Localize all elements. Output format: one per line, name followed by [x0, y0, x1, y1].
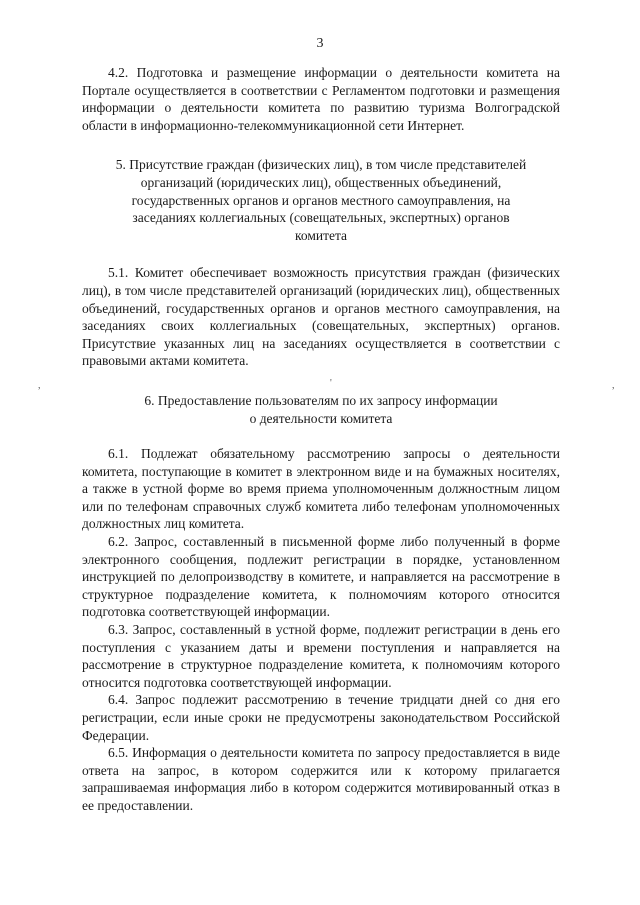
paragraph-6-4: 6.4. Запрос подлежит рассмотрению в течение тридцати дней со дня его регистрации, если иные сроки не предусмотрены законодательством Российской Федерации. — [82, 692, 560, 743]
paragraph-6-2: 6.2. Запрос, составленный в письменной форме либо полученный в форме электронного сообщения, подлежит регистрации в порядке, установленном инструкцией по делопроизводству в комитете, и направляется на рассмотрение в структурное подразделение комитета, к полномочиям которого относится подготовка соответствующей информации. — [82, 534, 560, 620]
scan-mark-left: , — [38, 380, 41, 391]
paragraph-5-1: 5.1. Комитет обеспечивает возможность присутствия граждан (физических лиц), в том числе представителей организаций (юридических лиц), общественных объединений, государственных органов и органов местного самоуправления, на заседаниях своих коллегиальных (совещательных, экспертных) органов. Присутствие указанных лиц на заседаниях осуществляется в соответствии с правовыми актами комитета. — [82, 265, 560, 369]
paragraph-6-3: 6.3. Запрос, составленный в устной форме, подлежит регистрации в день его поступления с указанием даты и времени поступления и направляется на рассмотрение в структурное подразделение комитета, к полномочиям которого относится подготовка соответствующей информации. — [82, 622, 560, 690]
scan-mark-center: ' — [330, 378, 332, 389]
paragraph-6-1: 6.1. Подлежат обязательному рассмотрению запросы о деятельности комитета, поступающие в комитет в электронном виде и на бумажных носителях, а также в устной форме во время приема уполномоченным должностным лицом или по телефонам справочных служб комитета либо телефонам уполномоченных должностных лиц комитета. — [82, 446, 560, 532]
paragraph-4-2: 4.2. Подготовка и размещение информации о деятельности комитета на Портале осуществляется в соответствии с Регламентом подготовки и размещения информации о деятельности комитета по развитию туризма Волгоградской области в информационно-телекоммуникационной сети Интернет. — [82, 65, 560, 133]
paragraph-6-5: 6.5. Информация о деятельности комитета по запросу предоставляется в виде ответа на запрос, в котором содержится или к которому прилагается запрашиваемая информация либо в котором содержится мотивированный отказ в ее предоставлении. — [82, 745, 560, 813]
section-6-heading: 6. Предоставление пользователям по их запросу информации о деятельности комитета — [144, 392, 498, 426]
section-5-heading: 5. Присутствие граждан (физических лиц), в том числе представителей организаций (юридических лиц), общественных объединений, государственных органов и органов местного самоуправления, на заседаниях коллегиальных (совещательных, экспертных) органов комитета — [115, 157, 527, 243]
document-body — [82, 64, 560, 815]
scan-mark-right: , — [612, 380, 615, 391]
page-number: 3 — [316, 36, 324, 51]
